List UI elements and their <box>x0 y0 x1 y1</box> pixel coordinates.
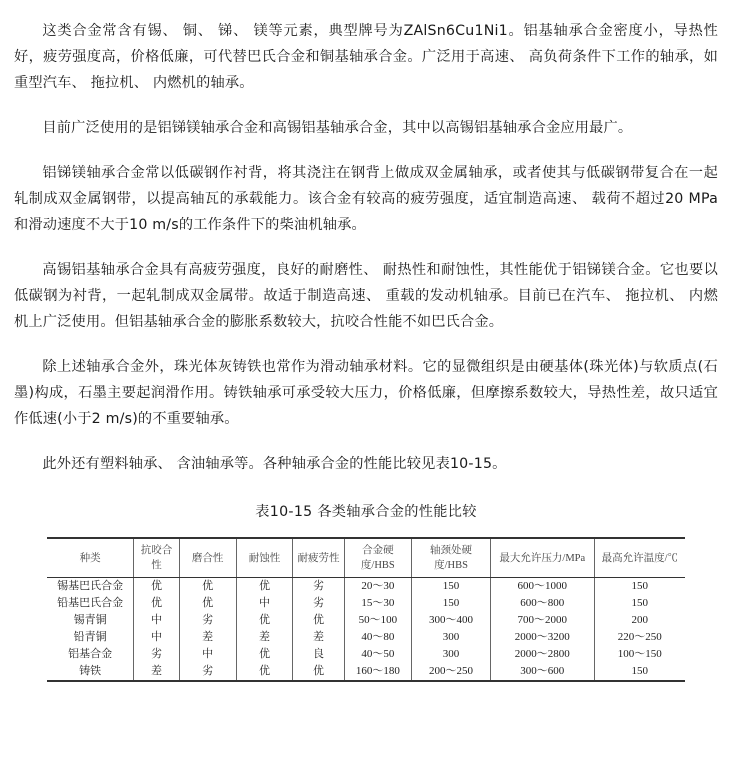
table-cell: 劣 <box>134 646 179 663</box>
table-cell: 300 <box>412 646 491 663</box>
header-cell: 耐蚀性 <box>236 538 293 578</box>
table-cell: 300～600 <box>491 663 595 681</box>
table-cell: 铝基合金 <box>68 648 113 660</box>
table-cell: 优 <box>179 595 236 612</box>
alloy-properties-table <box>47 537 685 682</box>
table-cell: 中 <box>179 646 236 663</box>
table-cell: 差 <box>236 629 293 646</box>
table-cell: 中 <box>134 612 179 629</box>
table-cell: 良 <box>293 646 344 663</box>
header-cell: 轴颈处硬度/HBS <box>412 538 491 578</box>
table-cell: 差 <box>134 663 179 681</box>
table-row <box>47 595 685 612</box>
table-cell: 600～1000 <box>491 578 595 596</box>
table-cell: 优 <box>293 663 344 681</box>
table-cell: 劣 <box>293 595 344 612</box>
header-cell: 磨合性 <box>179 538 236 578</box>
table-cell: 优 <box>134 595 179 612</box>
table-cell: 100～150 <box>594 646 685 663</box>
table-cell: 差 <box>293 629 344 646</box>
table-row <box>47 663 685 681</box>
table-cell: 150 <box>594 578 685 596</box>
paragraph-1: 这类合金常含有锡、 铜、 锑、 镁等元素，典型牌号为ZAlSn6Cu1Ni1。铝基轴承合金密度小，导热性好，疲劳强度高，价格低廉，可代替巴氏合金和铜基轴承合金。广泛用于高速、 高负荷条件下工作的轴承，如重型汽车、 拖拉机、 内燃机的轴承。 <box>14 23 718 91</box>
table-cell: 220～250 <box>594 629 685 646</box>
table-cell: 160～180 <box>344 663 412 681</box>
header-cell: 耐疲劳性 <box>293 538 344 578</box>
table-cell: 优 <box>236 578 293 596</box>
table-cell: 铅青铜 <box>73 631 107 643</box>
header-cell: 最高允许温度/℃ <box>594 538 685 578</box>
table-row <box>47 612 685 629</box>
table-cell: 50～100 <box>344 612 412 629</box>
paragraph-2: 目前广泛使用的是铝锑镁轴承合金和高锡铝基轴承合金，其中以高锡铝基轴承合金应用最广。 <box>42 120 633 136</box>
table-cell: 中 <box>134 629 179 646</box>
table-cell: 差 <box>179 629 236 646</box>
table-cell: 300～400 <box>412 612 491 629</box>
table-cell: 700～2000 <box>491 612 595 629</box>
paragraph-5: 除上述轴承合金外，珠光体灰铸铁也常作为滑动轴承材料。它的显微组织是由硬基体(珠光体)与软质点(石墨)构成，石墨主要起润滑作用。铸铁轴承可承受较大压力，价格低廉，但摩擦系数较大，导热性差，故只适宜作低速(小于2 m/s)的不重要轴承。 <box>14 359 718 427</box>
table-cell: 300 <box>412 629 491 646</box>
table-cell: 铸铁 <box>79 665 102 677</box>
table-cell: 150 <box>412 578 491 596</box>
table-cell: 20～30 <box>344 578 412 596</box>
table-cell: 150 <box>594 663 685 681</box>
table-header-row <box>47 538 685 578</box>
table-cell: 600～800 <box>491 595 595 612</box>
table-cell: 150 <box>412 595 491 612</box>
table-cell: 劣 <box>179 663 236 681</box>
table-cell: 锡青铜 <box>73 614 107 626</box>
table-row <box>47 646 685 663</box>
paragraph-3: 铝锑镁轴承合金常以低碳钢作衬背，将其浇注在钢背上做成双金属轴承，或者使其与低碳钢带复合在一起轧制成双金属钢带，以提高轴瓦的承载能力。该合金有较高的疲劳强度，适宜制造高速、 载荷不超过20 MPa和滑动速度不大于10 m/s的工作条件下的柴油机轴承。 <box>14 165 718 233</box>
table-cell: 优 <box>293 612 344 629</box>
paragraph-4: 高锡铝基轴承合金具有高疲劳强度，良好的耐磨性、 耐热性和耐蚀性，其性能优于铝锑镁合金。它也要以低碳钢为衬背，一起轧制成双金属带。故适于制造高速、 重载的发动机轴承。目前已在汽车、 拖拉机、 内燃机上广泛使用。但铝基轴承合金的膨胀系数较大，抗咬合性能不如巴氏合金。 <box>14 262 718 330</box>
table-cell: 2000～2800 <box>491 646 595 663</box>
table-cell: 优 <box>236 646 293 663</box>
table-cell: 劣 <box>179 612 236 629</box>
table-row <box>47 578 685 596</box>
document-body <box>14 18 718 682</box>
header-cell: 最大允许压力/MPa <box>491 538 595 578</box>
table-cell: 40～50 <box>344 646 412 663</box>
table-cell: 15～30 <box>344 595 412 612</box>
table-cell: 优 <box>236 663 293 681</box>
header-cell: 合金硬度/HBS <box>344 538 412 578</box>
header-cell: 抗咬合性 <box>134 538 179 578</box>
table-cell: 200 <box>594 612 685 629</box>
table-cell: 中 <box>236 595 293 612</box>
header-cell: 种类 <box>47 538 134 578</box>
table-cell: 40～80 <box>344 629 412 646</box>
table-cell: 劣 <box>293 578 344 596</box>
table-cell: 锡基巴氏合金 <box>57 580 124 592</box>
table-cell: 200～250 <box>412 663 491 681</box>
table-cell: 优 <box>236 612 293 629</box>
table-cell: 优 <box>179 578 236 596</box>
table-cell: 2000～3200 <box>491 629 595 646</box>
table-cell: 150 <box>594 595 685 612</box>
table-cell: 铅基巴氏合金 <box>57 597 124 609</box>
paragraph-6: 此外还有塑料轴承、 含油轴承等。各种轴承合金的性能比较见表10-15。 <box>42 456 507 472</box>
table-cell: 优 <box>134 578 179 596</box>
table-row <box>47 629 685 646</box>
table-caption: 表10-15 各类轴承合金的性能比较 <box>255 504 477 520</box>
